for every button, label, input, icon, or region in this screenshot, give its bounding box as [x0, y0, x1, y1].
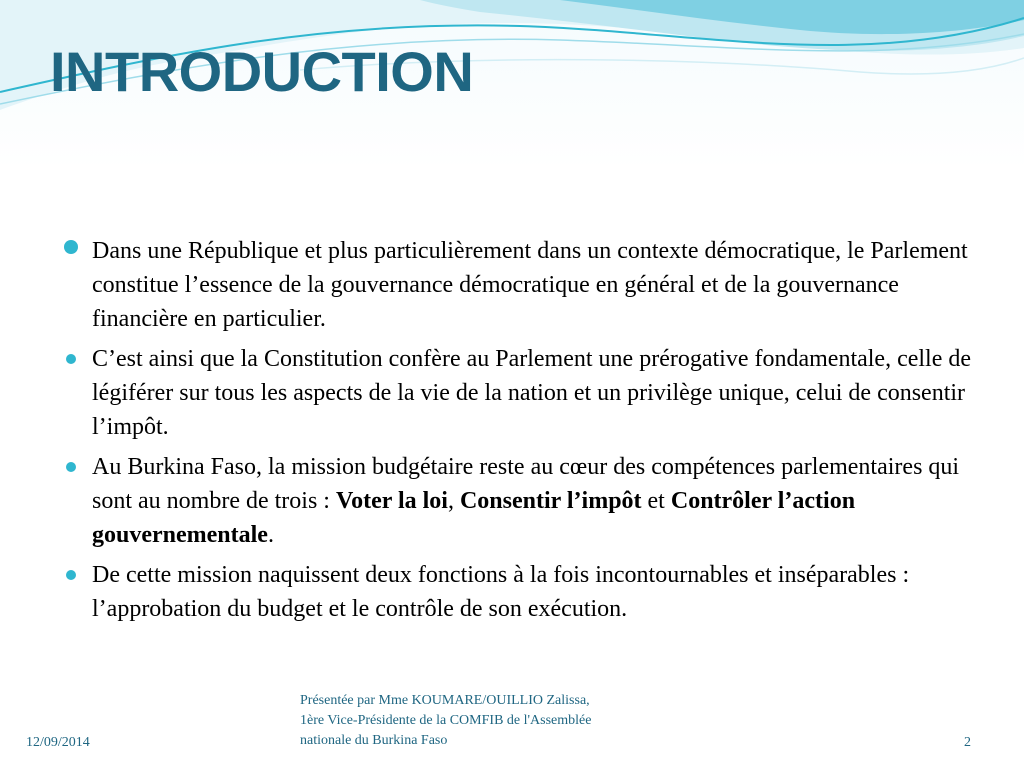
bullet-dot-icon	[66, 354, 76, 364]
bullet-text: Au Burkina Faso, la mission budgétaire reste au cœur des compétences parlementaires qui sont au nombre de trois :	[92, 454, 960, 514]
bullet-separator: ,	[447, 488, 460, 514]
bullet-item	[92, 450, 982, 552]
competence-control-government: Contrôler l’action gouvernementale	[92, 488, 856, 548]
bullet-dot-icon	[66, 570, 76, 580]
footer-presenter	[300, 691, 700, 751]
bullet-dot-icon	[66, 462, 76, 472]
bullet-item	[92, 342, 982, 444]
footer-date: 12/09/2014	[26, 735, 90, 750]
bullet-list	[92, 232, 982, 632]
bullet-dot-icon	[64, 240, 78, 254]
bullet-text: De cette mission naquissent deux fonctions à la fois incontournables et inséparables : l’approbation du budget et le contrôle de son exécution.	[92, 562, 910, 622]
bullet-separator: et	[641, 488, 671, 514]
competence-consent-tax: Consentir l’impôt	[459, 488, 642, 514]
slide-title: INTRODUCTION	[50, 40, 474, 103]
competence-vote-law: Voter la loi	[335, 488, 448, 514]
presenter-line: nationale du Burkina Faso	[300, 733, 448, 748]
presenter-line: Présentée par Mme KOUMARE/OUILLIO Zalissa,	[300, 693, 590, 708]
bullet-text: C’est ainsi que la Constitution confère au Parlement une prérogative fondamentale, celle de légiférer sur tous les aspects de la vie de la nation et un privilège unique, celui de consentir l’impôt.	[92, 346, 972, 440]
page-number: 2	[964, 735, 971, 750]
bullet-end-punctuation: .	[267, 522, 274, 548]
bullet-text: Dans une République et plus particulièrement dans un contexte démocratique, le Parlement constitue l’essence de la gouvernance démocratique en général et de la gouvernance financière en particulier.	[92, 238, 968, 332]
bullet-item	[92, 232, 982, 336]
bullet-item	[92, 558, 982, 626]
presenter-line: 1ère Vice-Présidente de la COMFIB de l'Assemblée	[300, 713, 592, 728]
